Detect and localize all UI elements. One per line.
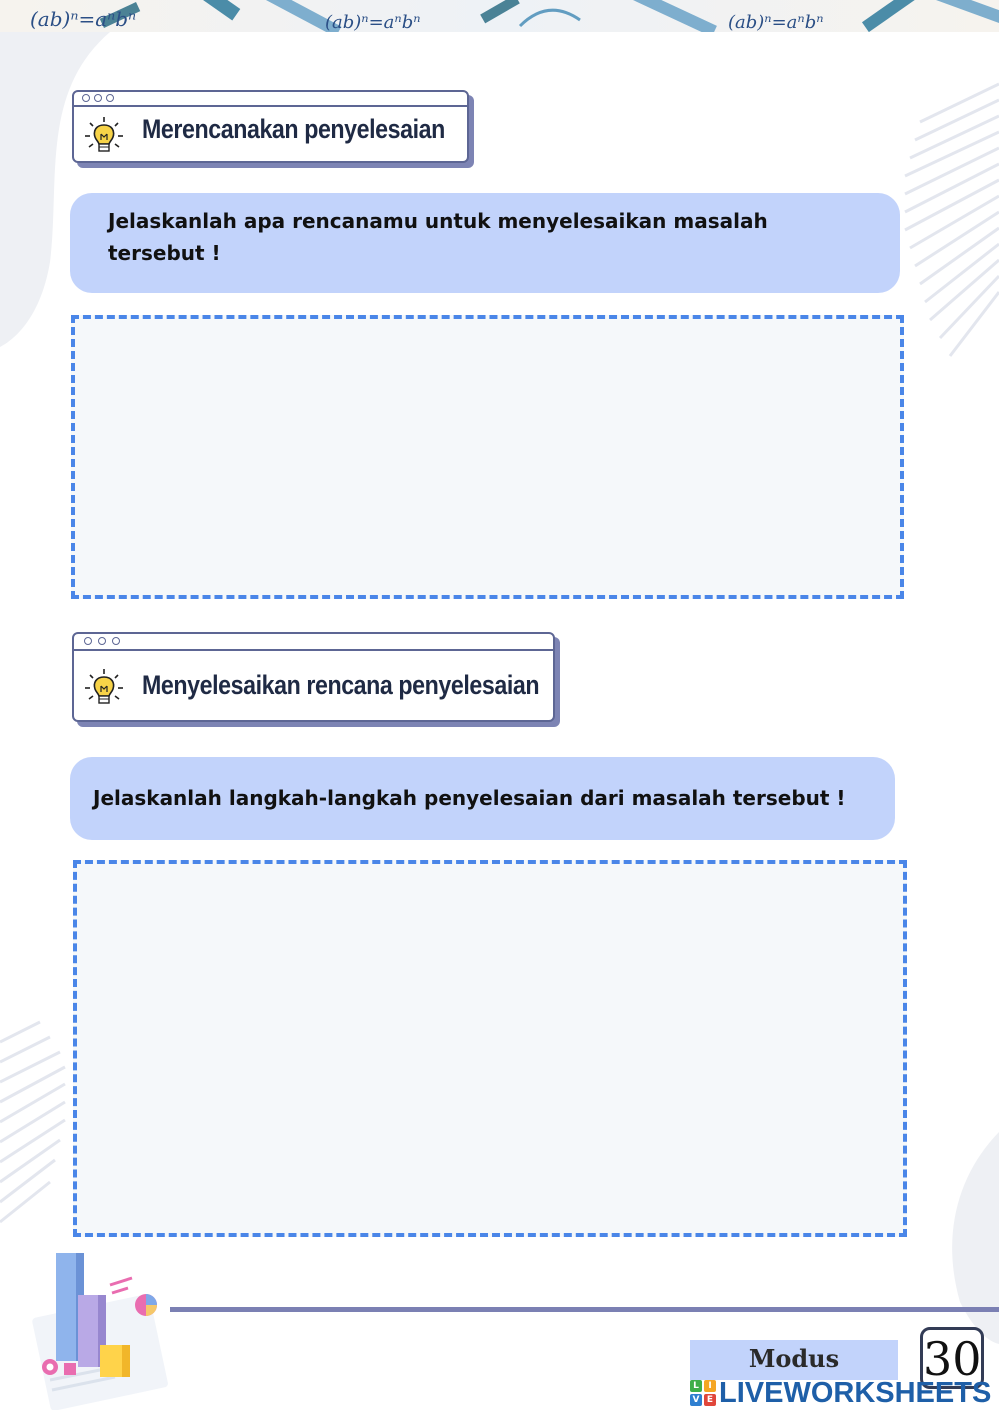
brand-letter: L — [690, 1380, 702, 1392]
right-stripes — [905, 84, 999, 356]
brand-name: LIVEWORKSHEETS — [719, 1376, 992, 1409]
window-dots-bar — [74, 634, 553, 651]
section2-title: Menyelesaikan rencana penyelesaian — [142, 670, 540, 700]
brand-letter: V — [690, 1394, 702, 1406]
section2-header — [72, 632, 555, 722]
window-dots-bar — [74, 92, 467, 107]
window-dot — [82, 94, 90, 102]
left-blob — [0, 32, 110, 347]
brand-letter: I — [704, 1380, 716, 1392]
brand-grid-icon — [690, 1380, 716, 1406]
lightbulb-icon — [84, 668, 124, 708]
module-label-box — [690, 1340, 898, 1380]
cube-icon — [64, 1363, 76, 1375]
illustration-lines — [110, 1278, 132, 1293]
pencil-shape — [862, 0, 918, 32]
footer-divider — [170, 1307, 999, 1312]
page-number: 30 — [923, 1332, 982, 1386]
ruler-shape — [183, 0, 240, 20]
bar-blue — [56, 1253, 76, 1361]
section1-title: Merencanakan penyelesaian — [142, 114, 445, 144]
liveworksheets-logo[interactable] — [690, 1376, 991, 1410]
section2-answer-box[interactable] — [73, 860, 907, 1237]
window-dot — [98, 637, 106, 645]
module-label: Modus — [748, 1344, 840, 1373]
curve-shape — [520, 10, 580, 26]
brand-letter: E — [704, 1394, 716, 1406]
section1-answer-box[interactable] — [71, 315, 904, 599]
ruler-shape — [930, 0, 999, 25]
section1-question: Jelaskanlah apa rencanamu untuk menyelesaikan masalah tersebut ! — [70, 193, 900, 293]
bar-yellow — [100, 1345, 122, 1377]
section2-question: Jelaskanlah langkah-langkah penyelesaian dari masalah tersebut ! — [70, 757, 895, 840]
window-dot — [112, 637, 120, 645]
banner-formula: (ab)ⁿ=aⁿbⁿ — [728, 12, 824, 32]
banner-decoration — [0, 0, 999, 32]
right-blob — [952, 1132, 999, 1344]
bar-yellow-side — [122, 1345, 130, 1377]
lightbulb-icon — [84, 116, 124, 156]
pencil-shape — [480, 0, 520, 23]
banner-formula: (ab)ⁿ=aⁿbⁿ — [325, 12, 421, 32]
window-dot — [106, 94, 114, 102]
left-stripes — [0, 1022, 65, 1222]
window-dot — [94, 94, 102, 102]
window-dot — [84, 637, 92, 645]
ruler-shape — [603, 0, 717, 32]
chart-illustration — [20, 1245, 170, 1410]
banner-formula: (ab)ⁿ=aⁿbⁿ — [30, 7, 137, 31]
bar-purple — [78, 1295, 98, 1367]
section1-header — [72, 90, 469, 163]
top-banner — [0, 0, 999, 32]
